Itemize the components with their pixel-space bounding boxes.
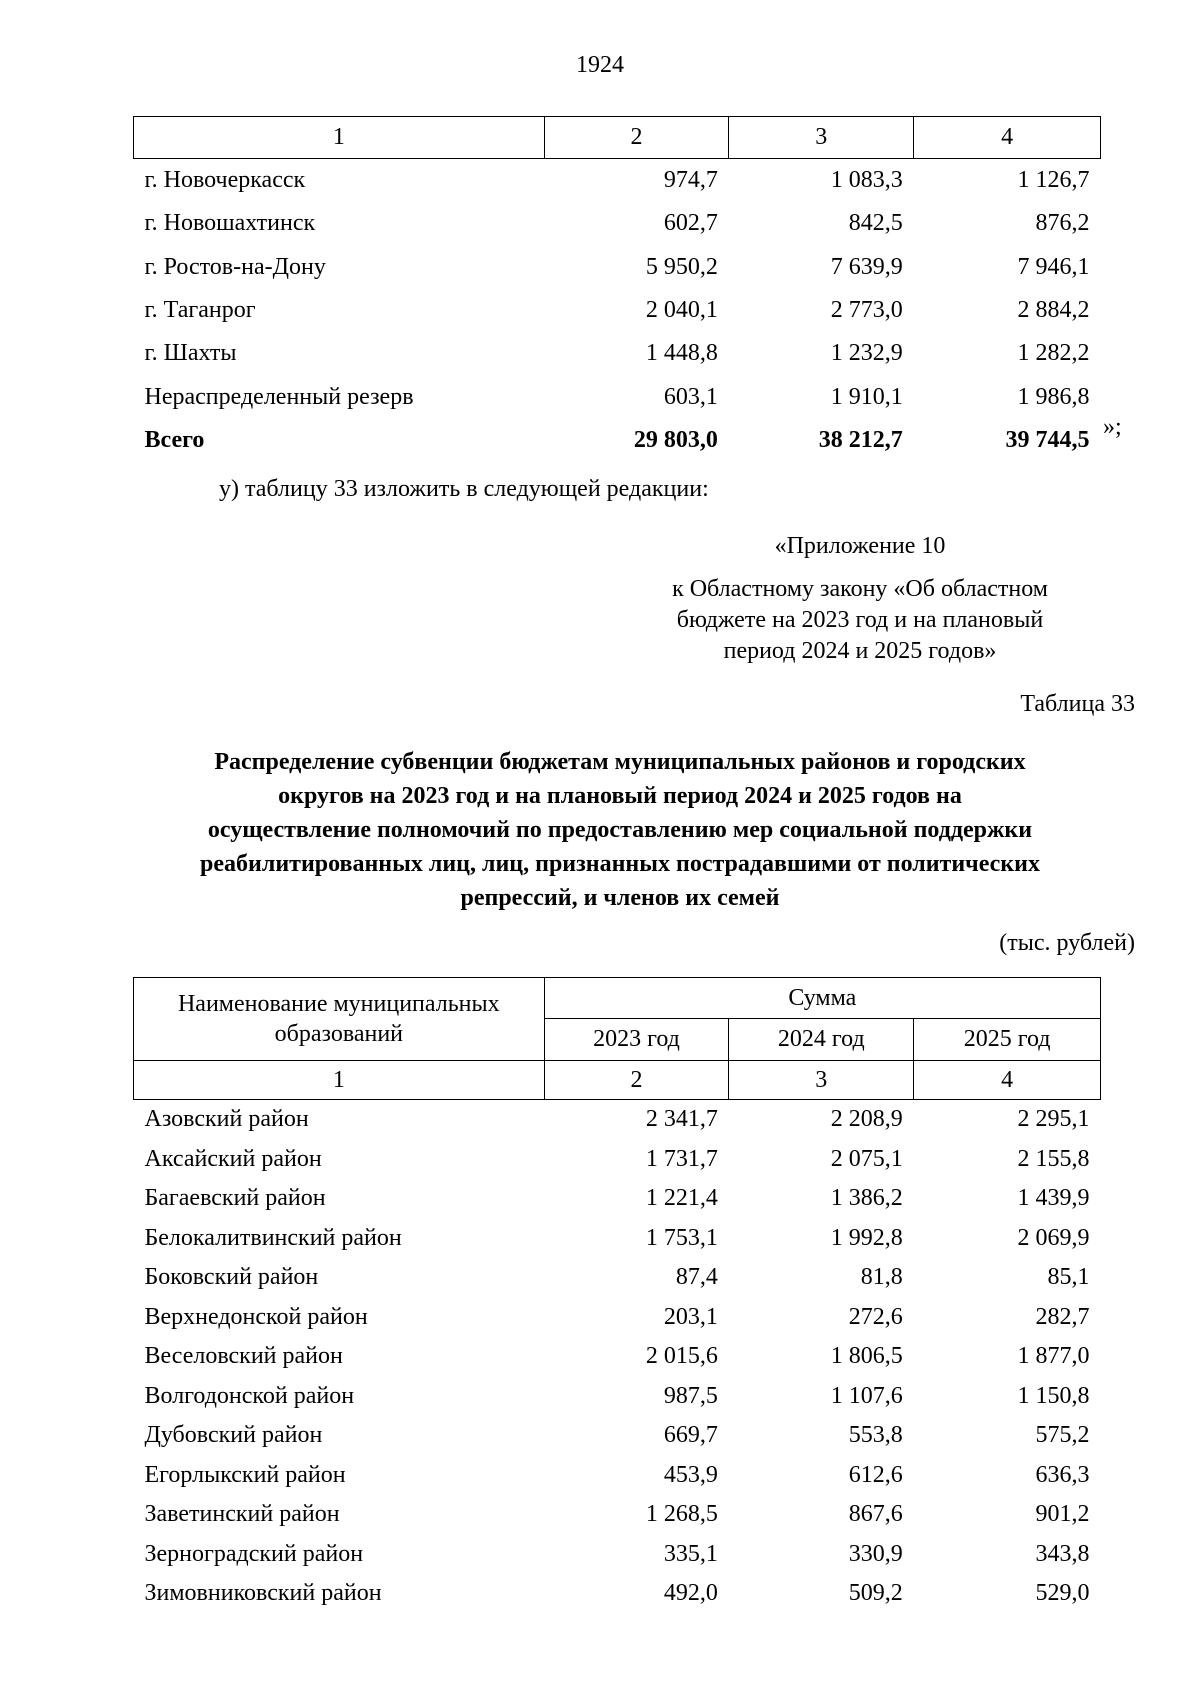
- col-number: 3: [729, 1061, 914, 1100]
- value-2024: 612,6: [848, 1461, 903, 1488]
- value-2025: 1 877,0: [1017, 1343, 1090, 1370]
- value-2024: 1 107,6: [830, 1382, 903, 1409]
- value-2023: 453,9: [663, 1461, 718, 1488]
- value-2025: 282,7: [1035, 1303, 1090, 1330]
- value-2023: 335,1: [663, 1540, 718, 1567]
- value-2024: 272,6: [848, 1303, 903, 1330]
- appendix-line: период 2024 и 2025 годов»: [723, 638, 997, 664]
- value-2025: 876,2: [1035, 210, 1090, 237]
- units-label: (тыс. рублей): [999, 930, 1135, 956]
- year-header: 2023 год: [544, 1019, 729, 1061]
- value-2023: 203,1: [663, 1303, 718, 1330]
- col-number: 1: [134, 117, 545, 159]
- year-header: 2024 год: [729, 1019, 914, 1061]
- table-row: [134, 375, 1101, 418]
- column-number-row: [134, 1061, 1101, 1100]
- value-2025: 2 295,1: [1017, 1106, 1090, 1133]
- col-number: 2: [544, 117, 729, 159]
- value-2025: 7 946,1: [1017, 253, 1090, 280]
- col-number: 4: [914, 117, 1101, 159]
- municipality-name: Волгодонской район: [144, 1382, 355, 1409]
- municipality-name: г. Шахты: [144, 340, 237, 367]
- value-2023: 669,7: [663, 1422, 718, 1449]
- municipality-name: Боковский район: [144, 1264, 319, 1291]
- appendix-reference: [620, 531, 1100, 667]
- municipality-name: Заветинский район: [144, 1501, 340, 1528]
- col-number: 3: [729, 117, 914, 159]
- table-row: [134, 1219, 1101, 1259]
- heading-line: округов на 2023 год и на плановый период 2024 и 2025 годов на: [278, 783, 962, 809]
- municipality-name: Зимовниковский район: [144, 1580, 382, 1607]
- col-number: 1: [134, 1061, 545, 1100]
- table-row: [134, 332, 1101, 375]
- value-2023: 2 040,1: [645, 297, 718, 324]
- column-number-row: [134, 117, 1101, 159]
- table-row: [134, 1298, 1101, 1338]
- table-row: [134, 1100, 1101, 1140]
- total-2024: 38 212,7: [818, 426, 903, 453]
- value-2024: 1 992,8: [830, 1224, 903, 1251]
- value-2024: 2 075,1: [830, 1145, 903, 1172]
- value-2024: 1 386,2: [830, 1185, 903, 1212]
- value-2023: 1 448,8: [645, 340, 718, 367]
- year-header: 2025 год: [914, 1019, 1101, 1061]
- total-2023: 29 803,0: [633, 426, 718, 453]
- municipality-column-header: [134, 978, 545, 1061]
- value-2023: 1 753,1: [645, 1224, 718, 1251]
- municipality-name: Зерноградский район: [144, 1540, 364, 1567]
- municipality-name: г. Новочеркасск: [144, 167, 306, 194]
- value-2025: 2 155,8: [1017, 1145, 1090, 1172]
- municipality-name: Аксайский район: [144, 1145, 322, 1172]
- value-2023: 602,7: [663, 210, 718, 237]
- municipality-name: Багаевский район: [144, 1185, 326, 1212]
- value-2024: 2 773,0: [830, 297, 903, 324]
- value-2025: 85,1: [1047, 1264, 1090, 1291]
- table-row: [134, 1337, 1101, 1377]
- table-row: [134, 1179, 1101, 1219]
- value-2024: 1 083,3: [830, 167, 903, 194]
- value-2025: 636,3: [1035, 1461, 1090, 1488]
- header-line: Наименование муниципальных: [177, 991, 500, 1017]
- municipality-name: Веселовский район: [144, 1343, 343, 1370]
- value-2024: 553,8: [848, 1422, 903, 1449]
- municipality-name: г. Ростов-на-Дону: [144, 253, 326, 280]
- value-2024: 1 232,9: [830, 340, 903, 367]
- value-2024: 1 910,1: [830, 383, 903, 410]
- municipality-name: Белокалитвинский район: [144, 1224, 402, 1251]
- header-line: образований: [274, 1021, 404, 1047]
- value-2023: 5 950,2: [645, 253, 718, 280]
- value-2023: 974,7: [663, 167, 718, 194]
- closing-quote: »;: [1103, 414, 1122, 440]
- value-2023: 2 341,7: [645, 1106, 718, 1133]
- value-2024: 842,5: [848, 210, 903, 237]
- table-row: [134, 1574, 1101, 1614]
- value-2024: 867,6: [848, 1501, 903, 1528]
- table-row: [134, 246, 1101, 289]
- value-2024: 509,2: [848, 1580, 903, 1607]
- value-2025: 1 282,2: [1017, 340, 1090, 367]
- value-2024: 81,8: [860, 1264, 903, 1291]
- municipality-name: г. Таганрог: [144, 297, 256, 324]
- total-row: [134, 419, 1101, 462]
- table-continuation: [133, 116, 1101, 462]
- value-2023: 2 015,6: [645, 1343, 718, 1370]
- table-row: [134, 1416, 1101, 1456]
- value-2025: 2 884,2: [1017, 297, 1090, 324]
- municipality-name: Азовский район: [144, 1106, 309, 1133]
- value-2023: 1 268,5: [645, 1501, 718, 1528]
- appendix-line: бюджете на 2023 год и на плановый: [676, 607, 1044, 633]
- table-row: [134, 1535, 1101, 1575]
- value-2024: 7 639,9: [830, 253, 903, 280]
- value-2025: 529,0: [1035, 1580, 1090, 1607]
- table-row: [134, 202, 1101, 245]
- value-2025: 1 150,8: [1017, 1382, 1090, 1409]
- heading-line: Распределение субвенции бюджетам муниципальных районов и городских: [214, 749, 1026, 775]
- value-2023: 492,0: [663, 1580, 718, 1607]
- heading-line: репрессий, и членов их семей: [460, 885, 780, 911]
- table-row: [134, 1258, 1101, 1298]
- appendix-title: «Приложение 10: [774, 533, 946, 559]
- value-2024: 1 806,5: [830, 1343, 903, 1370]
- subvention-table: [133, 977, 1101, 1614]
- value-2025: 343,8: [1035, 1540, 1090, 1567]
- table-row: [134, 159, 1101, 203]
- total-2025: 39 744,5: [1005, 426, 1090, 453]
- value-2024: 2 208,9: [830, 1106, 903, 1133]
- value-2025: 1 986,8: [1017, 383, 1090, 410]
- value-2023: 87,4: [675, 1264, 718, 1291]
- municipality-name: Егорлыкский район: [144, 1461, 346, 1488]
- table-row: [134, 1140, 1101, 1180]
- heading-line: реабилитированных лиц, лиц, признанных пострадавшими от политических: [200, 851, 1040, 877]
- col-number: 4: [914, 1061, 1101, 1100]
- page-number: 1924: [576, 52, 624, 78]
- value-2025: 1 126,7: [1017, 167, 1090, 194]
- value-2025: 2 069,9: [1017, 1224, 1090, 1251]
- table-heading: [120, 745, 1120, 915]
- value-2023: 1 221,4: [645, 1185, 718, 1212]
- appendix-line: к Областному закону «Об областном: [672, 576, 1048, 602]
- value-2024: 330,9: [848, 1540, 903, 1567]
- value-2025: 575,2: [1035, 1422, 1090, 1449]
- municipality-name: Верхнедонской район: [144, 1303, 368, 1330]
- table-row: [134, 1456, 1101, 1496]
- heading-line: осуществление полномочий по предоставлению мер социальной поддержки: [207, 817, 1033, 843]
- table-row: [134, 1495, 1101, 1535]
- table-row: [134, 1377, 1101, 1417]
- table-label: Таблица 33: [1020, 691, 1135, 717]
- municipality-name: г. Новошахтинск: [144, 210, 316, 237]
- table-row: [134, 289, 1101, 332]
- col-number: 2: [544, 1061, 729, 1100]
- sum-header: Сумма: [544, 978, 1100, 1019]
- value-2023: 603,1: [663, 383, 718, 410]
- municipality-name: Дубовский район: [144, 1422, 323, 1449]
- total-label: Всего: [144, 426, 205, 453]
- value-2023: 987,5: [663, 1382, 718, 1409]
- municipality-name: Нераспределенный резерв: [144, 383, 414, 410]
- amendment-instruction: у) таблицу 33 изложить в следующей редакции:: [219, 476, 709, 502]
- value-2023: 1 731,7: [645, 1145, 718, 1172]
- value-2025: 901,2: [1035, 1501, 1090, 1528]
- value-2025: 1 439,9: [1017, 1185, 1090, 1212]
